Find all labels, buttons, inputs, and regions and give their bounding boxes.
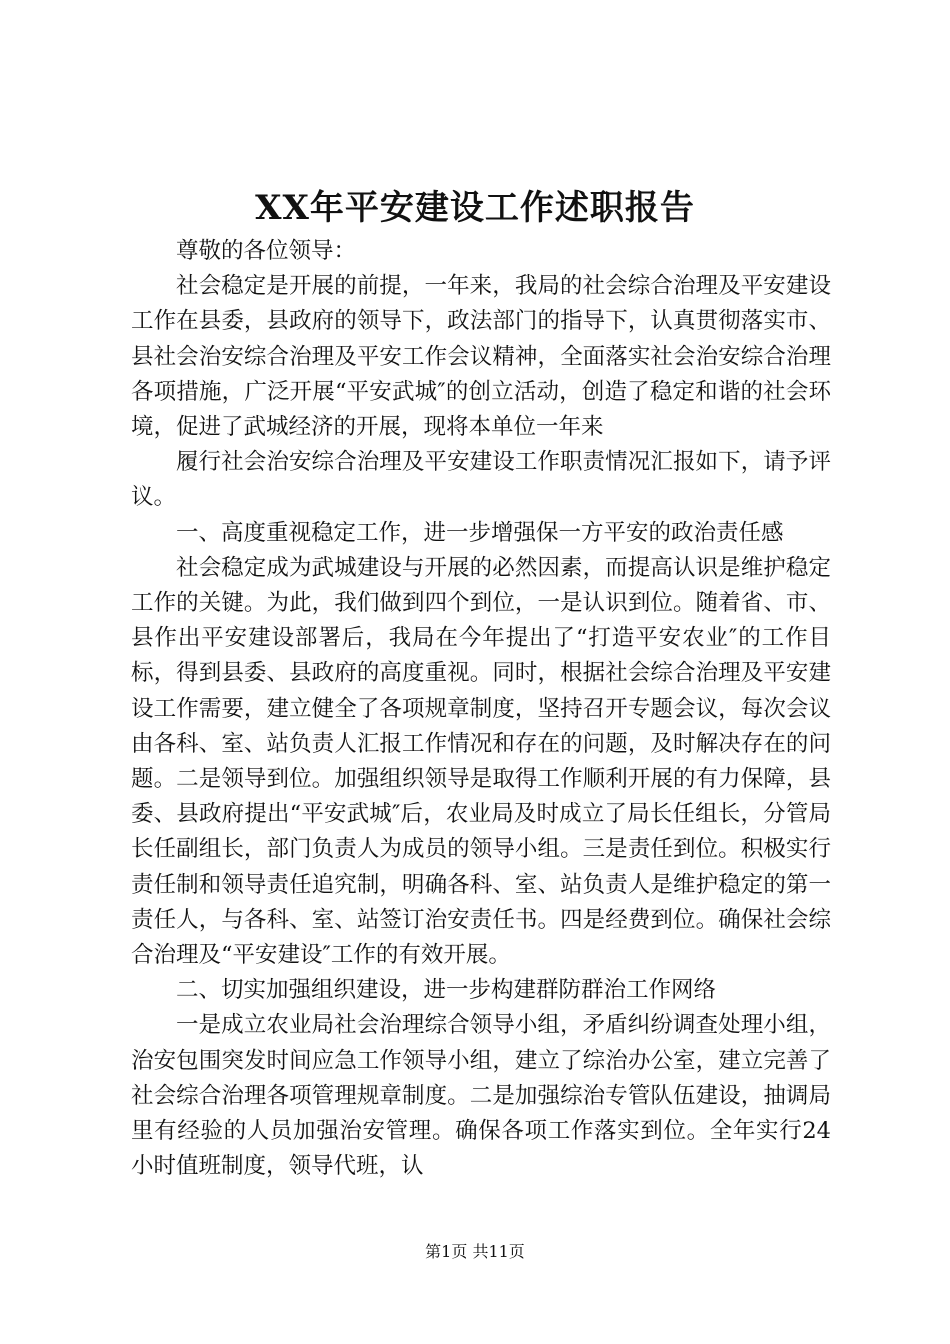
section-heading: 一、高度重视稳定工作，进一步增强保一方平安的政治责任感 xyxy=(176,519,784,546)
body-paragraph: 社会稳定成为武城建设与开展的必然因素，而提高认识是维护稳定工作的关键。为此，我们做到四个到位，一是认识到位。随着省、市、县作出平安建设部署后，我局在今年提出了“打造平安农业″的工作目标，得到县委、县政府的高度重视。同时，根据社会综合治理及平安建设工作需要，建立健全了各项规章制度，坚持召开专题会议，每次会议由各科、室、站负责人汇报工作情况和存在的问题，及时解决存在的问题。二是领导到位。加强组织领导是取得工作顺利开展的有力保障，县委、县政府提出“平安武城″后，农业局及时成立了局长任组长，分管局长任副组长，部门负责人为成员的领导小组。三是责任到位。积极实行责任制和领导责任追究制，明确各科、室、站负责人是维护稳定的第一责任人，与各科、室、站签订治安责任书。四是经费到位。确保社会综合治理及“平安建设″工作的有效开展。 xyxy=(131,554,831,969)
salutation-paragraph: 尊敬的各位领导： xyxy=(176,238,357,264)
document-title: XX年平安建设工作述职报告 xyxy=(255,188,695,228)
section-heading: 二、切实加强组织建设，进一步构建群防群治工作网络 xyxy=(176,977,717,1004)
document-body xyxy=(131,234,831,1184)
body-paragraph: 一是成立农业局社会治理综合领导小组，矛盾纠纷调查处理小组，治安包围突发时间应急工作领导小组，建立了综治办公室，建立完善了社会综合治理各项管理规章制度。二是加强综治专管队伍建设，抽调局里有经验的人员加强治安管理。确保各项工作落实到位。全年实行24小时值班制度，领导代班，认 xyxy=(131,1012,831,1180)
body-paragraph: 社会稳定是开展的前提，一年来，我局的社会综合治理及平安建设工作在县委，县政府的领导下，政法部门的指导下，认真贯彻落实市、县社会治安综合治理及平安工作会议精神，全面落实社会治安综合治理各项措施，广泛开展“平安武城″的创立活动，创造了稳定和谐的社会环境，促进了武城经济的开展，现将本单位一年来 xyxy=(131,273,831,441)
page-footer: 第1页 共11页 xyxy=(425,1242,525,1261)
body-paragraph: 履行社会治安综合治理及平安建设工作职责情况汇报如下，请予评议。 xyxy=(131,449,831,511)
